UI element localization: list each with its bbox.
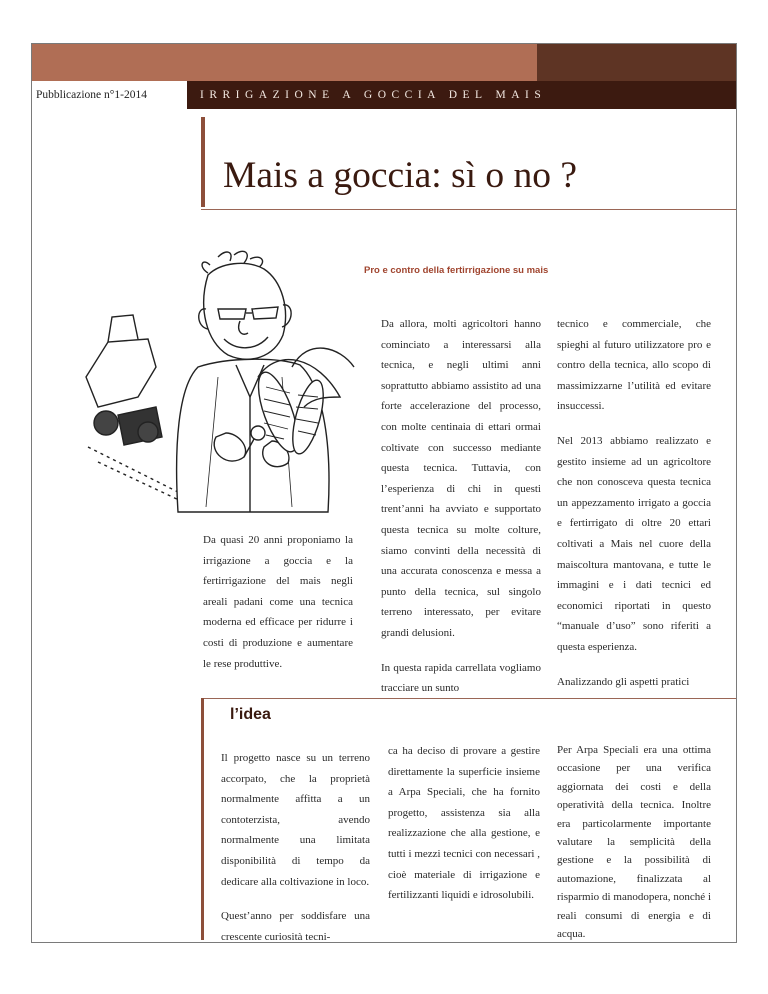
section-divider: [201, 698, 736, 699]
paragraph: Quest’anno per soddisfare una crescente curiosità tecni-: [221, 910, 370, 943]
header-band-accent: [537, 44, 736, 81]
paragraph: tecnico e commerciale, che spieghi al futuro utilizzatore pro e contro della tecnica, allo scopo di massimizzarne l’utilità ed evitare insuccessi.: [557, 318, 711, 413]
paragraph: Da allora, molti agricoltori hanno cominciato a interessarsi alla tecnica, e negli ultimi anni soprattutto abbiamo assistito ad una forte accelerazione del processo, con molte centinaia di ettari ormai coltivate con successo mediante questa tecnica. Tuttavia, con l’esperienza di chi in questi trent’anni ha avviato e supportato questa tecnica su molte colture, siamo convinti della necessità di una accurata conoscenza e messa a punto della tecnica, sul singolo terreno interessato, per evitare grandi delusioni.: [381, 318, 541, 639]
paragraph: Analizzando gli aspetti pratici: [557, 675, 690, 688]
title-divider: [201, 209, 736, 210]
article-column-3: [557, 314, 711, 706]
page-title: Mais a goccia: sì o no ?: [223, 155, 578, 196]
article-subtitle: Pro e contro della fertirrigazione su mais: [364, 265, 549, 276]
intro-paragraph: Da quasi 20 anni proponiamo la irrigazione a goccia e la fertirrigazione del mais negli areali padani come una tecnica moderna ed efficace per ridurre i costi di produzione e aumentare le rese produttive.: [203, 534, 353, 670]
section-column-1: [221, 748, 370, 961]
intro-column: [203, 530, 353, 688]
series-title: IRRIGAZIONE A GOCCIA DEL MAIS: [187, 81, 736, 109]
publication-number: Pubblicazione n°1-2014: [32, 81, 181, 109]
paragraph: In questa rapida carrellata vogliamo tracciare un sunto: [381, 661, 541, 695]
paragraph: Il progetto nasce su un terreno accorpato, che la proprietà normalmente affitta a un contoterzista, avendo normalmente una limitata disponibilità di tempo da dedicare alla coltivazione in loco.: [221, 752, 370, 888]
paragraph: Nel 2013 abbiamo realizzato e gestito insieme ad un agricoltore che non conosceva questa tecnica un appezzamento irrigato a goccia e fertirrigato di oltre 20 ettari coltivati a Mais nel cuore della maiscoltura mantovana, e tutte le immagini e i dati tecnici ed economici riportati in questo “manuale d’uso” sono riferiti a questa esperienza.: [557, 434, 711, 653]
section-column-3: [557, 741, 711, 957]
section-heading: l’idea: [230, 706, 271, 723]
section-column-2: [388, 741, 540, 920]
title-vertical-rule: [201, 117, 205, 207]
paragraph: ca ha deciso di provare a gestire direttamente la superficie insieme a Arpa Speciali, che ha fornito progetto, assistenza sia alla realizzazione che alla gestione, e tutti i mezzi tecnici con necessari , cioè materiale di irrigazione e fertilizzanti liquidi e idrosolubili.: [388, 745, 540, 902]
paragraph: Per Arpa Speciali era una ottima occasione per una verifica aggiornata dei costi e della operatività della tecnica. Inoltre era particolarmente importante valutare la semplicità della gestione e la possibilità di automazione, finalizzata al risparmio di manodopera, nonché i reali consumi di energia e di acqua.: [557, 744, 711, 941]
cartoon-farmer-with-corn-icon: [78, 247, 358, 517]
article-column-2: [381, 314, 541, 713]
section-vertical-rule: [201, 698, 204, 940]
